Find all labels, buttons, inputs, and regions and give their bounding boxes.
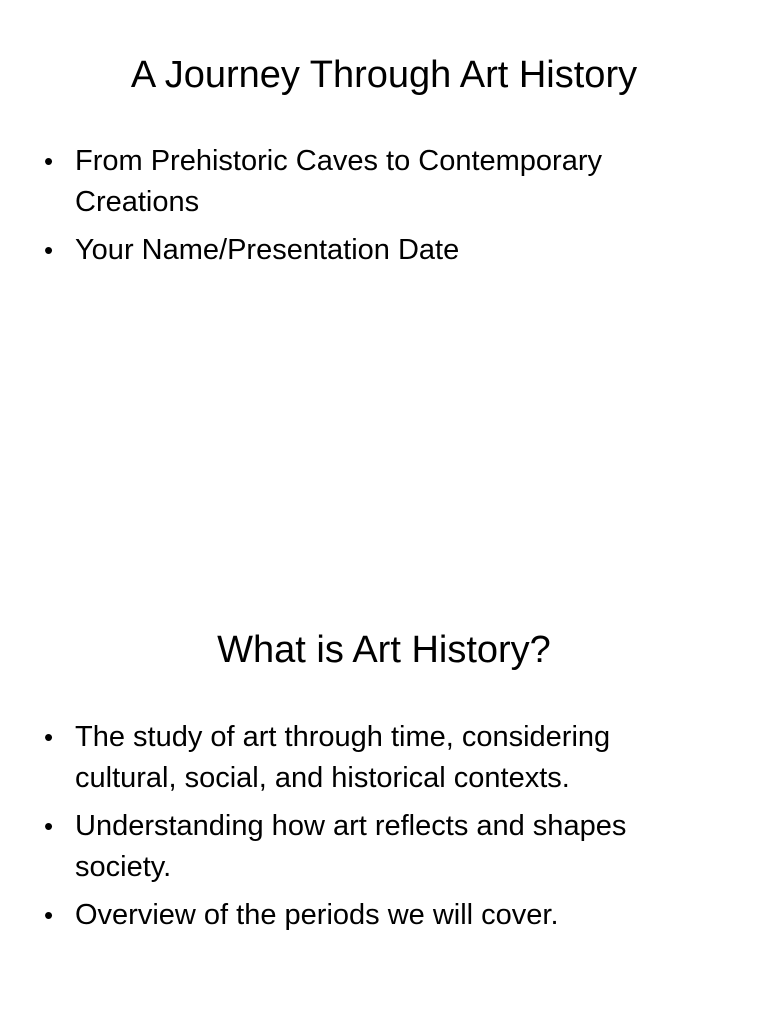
bullet-list: [44, 141, 704, 278]
bullet-dot-icon: •: [44, 722, 54, 752]
bullet-dot-icon: •: [44, 900, 54, 930]
bullet-list: [44, 717, 704, 943]
bullet-item: [44, 895, 704, 936]
bullet-text: The study of art through time, considering cultural, social, and historical contexts.: [75, 721, 611, 794]
bullet-text: Your Name/Presentation Date: [75, 234, 460, 266]
slide-2: [0, 576, 768, 1024]
bullet-item: [44, 717, 704, 799]
bullet-item: [44, 141, 704, 223]
bullet-text: Overview of the periods we will cover.: [75, 899, 559, 931]
bullet-text: Understanding how art reflects and shapes society.: [75, 810, 627, 883]
bullet-dot-icon: •: [44, 146, 54, 176]
bullet-dot-icon: •: [44, 811, 54, 841]
slide-title: What is Art History?: [217, 629, 551, 671]
bullet-item: [44, 806, 704, 888]
slide-title: A Journey Through Art History: [130, 54, 638, 96]
bullet-item: [44, 230, 704, 271]
bullet-dot-icon: •: [44, 235, 54, 265]
bullet-text: From Prehistoric Caves to Contemporary Creations: [75, 145, 602, 218]
